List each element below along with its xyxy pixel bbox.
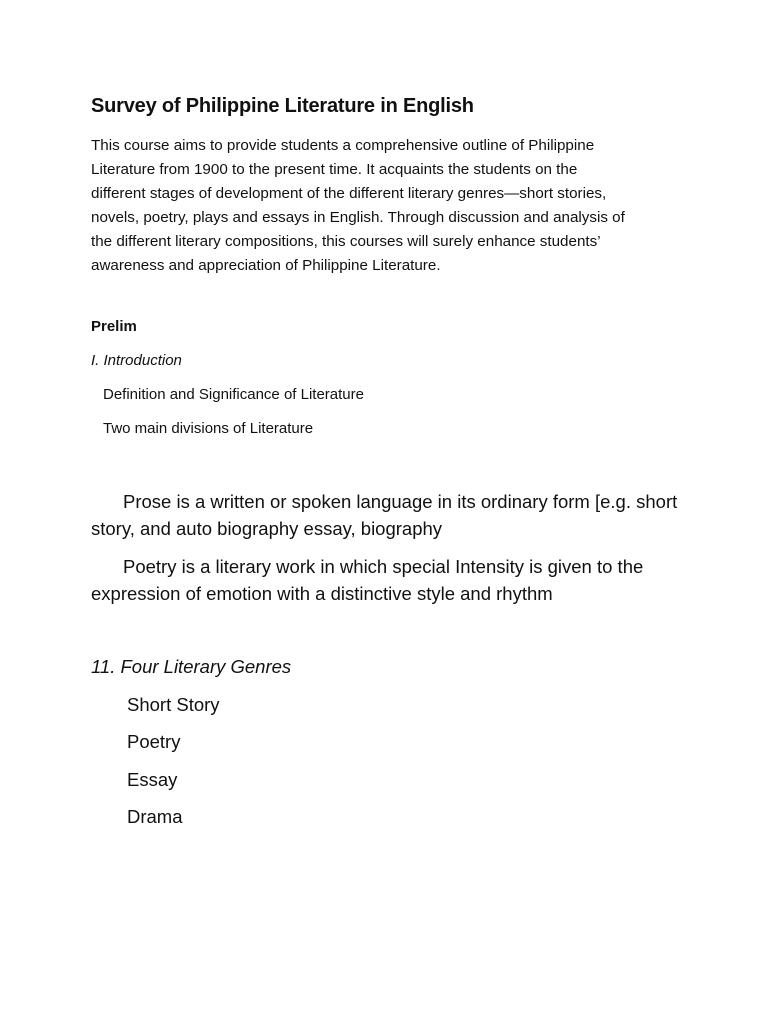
course-description [91, 134, 681, 278]
term-heading: Prelim [91, 318, 137, 335]
genre-item: Poetry [127, 731, 181, 752]
section-item: Two main divisions of Literature [103, 420, 314, 437]
prose-definition [91, 488, 691, 542]
description-line: This course aims to provide students a comprehensive outline of Philippine [91, 137, 595, 154]
description-line: Literature from 1900 to the present time. It acquaints the students on the [91, 161, 578, 178]
section-heading-introduction: I. Introduction [91, 352, 182, 369]
prose-line: Prose is a written or spoken language in its ordinary form [e.g. short [123, 491, 678, 512]
description-line: novels, poetry, plays and essays in English. Through discussion and analysis of [91, 209, 625, 226]
section-heading-genres: 11. Four Literary Genres [91, 656, 292, 677]
genre-item: Essay [127, 769, 178, 790]
description-line: different stages of development of the different literary genres—short stories, [91, 185, 607, 202]
poetry-definition [91, 553, 691, 607]
prose-line: story, and auto biography essay, biography [91, 518, 443, 539]
description-line: awareness and appreciation of Philippine Literature. [91, 257, 441, 274]
section-item: Definition and Significance of Literature [103, 386, 364, 403]
poetry-line: Poetry is a literary work in which special Intensity is given to the [123, 556, 644, 577]
description-line: the different literary compositions, this courses will surely enhance students’ [91, 233, 601, 250]
genre-item: Short Story [127, 694, 220, 715]
poetry-line: expression of emotion with a distinctive style and rhythm [91, 583, 553, 604]
genre-item: Drama [127, 806, 183, 827]
document-title: Survey of Philippine Literature in English [91, 95, 474, 117]
